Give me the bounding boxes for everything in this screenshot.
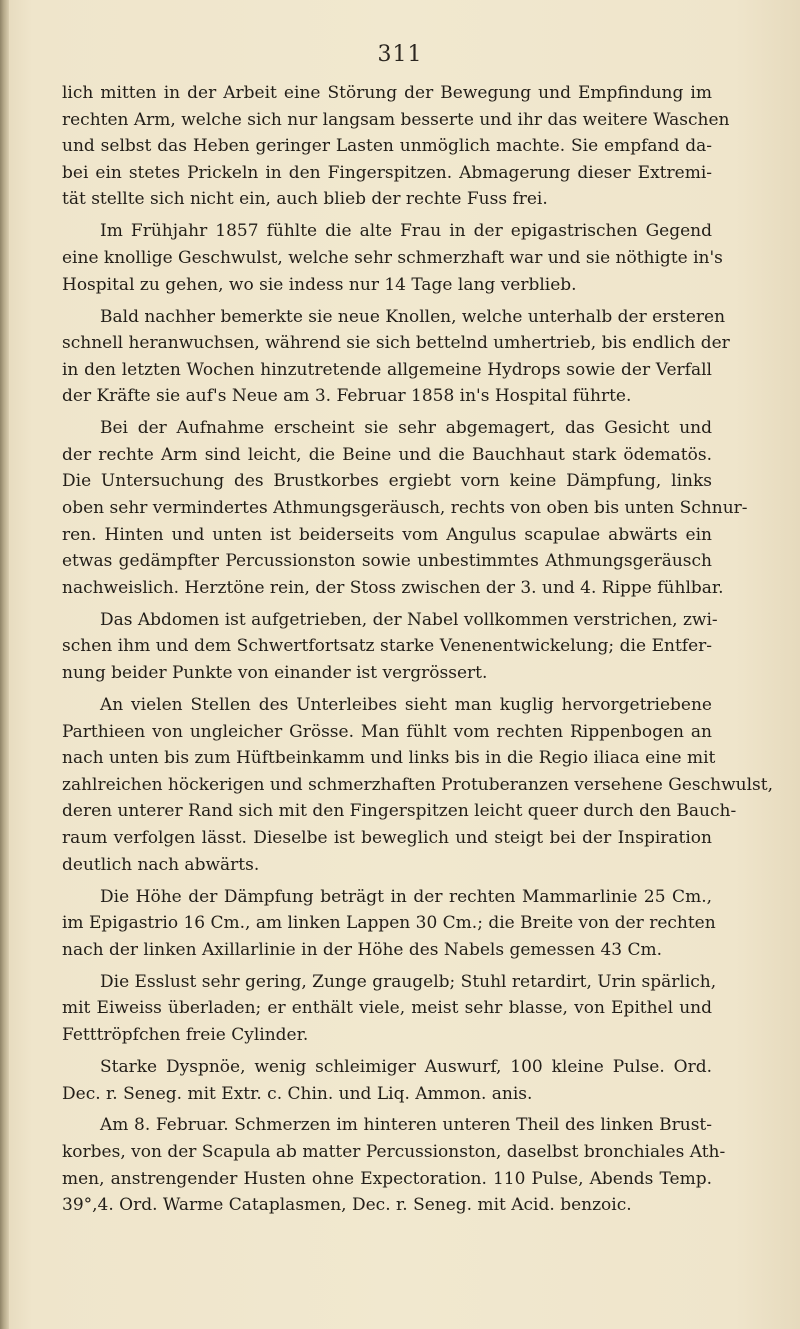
- text-line: der Kräfte sie auf's Neue am 3. Februar 1858 in's Hospital führte.: [62, 386, 632, 407]
- text-line: raum verfolgen lässt. Dieselbe ist beweglich und steigt bei der Inspiration: [62, 827, 712, 848]
- text-line: nachweislich. Herztöne rein, der Stoss zwischen der 3. und 4. Rippe fühlbar.: [62, 577, 724, 598]
- text-line: Hospital zu gehen, wo sie indess nur 14 Tage lang verblieb.: [62, 274, 577, 295]
- text-line: Bald nachher bemerkte sie neue Knollen, welche unterhalb der ersteren: [100, 306, 726, 327]
- text-line: An vielen Stellen des Unterleibes sieht man kuglig hervorgetriebene: [100, 695, 712, 716]
- text-line: 39°,4. Ord. Warme Cataplasmen, Dec. r. Seneg. mit Acid. benzoic.: [62, 1195, 632, 1216]
- paragraph: [62, 969, 717, 1049]
- text-line: etwas gedämpfter Percussionston sowie unbestimmtes Athmungsgeräusch: [62, 551, 712, 572]
- text-line: tät stellte sich nicht ein, auch blieb der rechte Fuss frei.: [62, 189, 548, 210]
- text-line: im Epigastrio 16 Cm., am linken Lappen 30 Cm.; die Breite von der rechten: [62, 913, 716, 934]
- text-line: Das Abdomen ist aufgetrieben, der Nabel vollkommen verstrichen, zwi-: [100, 609, 718, 630]
- page-number: 311: [377, 42, 423, 67]
- text-line: nach der linken Axillarlinie in der Höhe des Nabels gemessen 43 Cm.: [62, 939, 663, 960]
- text-line: Im Frühjahr 1857 fühlte die alte Frau in der epigastrischen Gegend: [100, 221, 712, 242]
- text-line: in den letzten Wochen hinzutretende allgemeine Hydrops sowie der Verfall: [62, 359, 712, 380]
- text-line: der rechte Arm sind leicht, die Beine und die Bauchhaut stark ödematös.: [62, 444, 712, 465]
- text-line: rechten Arm, welche sich nur langsam besserte und ihr das weitere Waschen: [62, 109, 730, 130]
- paragraph: [62, 1112, 726, 1218]
- paragraph: [62, 218, 723, 298]
- text-line: Die Untersuchung des Brustkorbes ergiebt vorn keine Dämpfung, links: [62, 471, 712, 492]
- paragraph: [62, 607, 718, 687]
- text-line: zahlreichen höckerigen und schmerzhaften Protuberanzen versehene Geschwulst,: [62, 774, 774, 795]
- text-line: schnell heranwuchsen, während sie sich bettelnd umhertrieb, bis endlich der: [62, 333, 730, 354]
- text-line: Bei der Aufnahme erscheint sie sehr abgemagert, das Gesicht und: [100, 418, 712, 439]
- text-line: korbes, von der Scapula ab matter Percussionston, daselbst bronchiales Ath-: [62, 1142, 726, 1163]
- text-line: mit Eiweiss überladen; er enthält viele, meist sehr blasse, von Epithel und: [62, 998, 712, 1019]
- paragraph: [62, 80, 730, 213]
- text-line: oben sehr vermindertes Athmungsgeräusch, rechts von oben bis unten Schnur-: [62, 498, 748, 519]
- page-gutter-shadow: [0, 0, 9, 1329]
- paragraph: [62, 884, 716, 964]
- text-line: lich mitten in der Arbeit eine Störung der Bewegung und Empfindung im: [62, 83, 712, 103]
- text-line: Starke Dyspnöe, wenig schleimiger Auswurf, 100 kleine Pulse. Ord.: [100, 1056, 712, 1077]
- text-line: Die Höhe der Dämpfung beträgt in der rechten Mammarlinie 25 Cm.,: [100, 886, 712, 907]
- text-line: Fetttröpfchen freie Cylinder.: [62, 1024, 309, 1045]
- paragraph: [62, 692, 774, 878]
- body-text: [62, 80, 774, 1219]
- text-line: nach unten bis zum Hüftbeinkamm und links bis in die Regio iliaca eine mit: [62, 748, 716, 769]
- text-line: Am 8. Februar. Schmerzen im hinteren unteren Theil des linken Brust-: [100, 1115, 712, 1136]
- text-line: Die Esslust sehr gering, Zunge graugelb; Stuhl retardirt, Urin spärlich,: [100, 971, 717, 992]
- paragraph: [62, 415, 748, 601]
- text-line: bei ein stetes Prickeln in den Fingerspitzen. Abmagerung dieser Extremi-: [62, 162, 712, 183]
- paragraph: [62, 1054, 712, 1107]
- text-line: ren. Hinten und unten ist beiderseits vom Angulus scapulae abwärts ein: [62, 524, 712, 545]
- text-line: deren unterer Rand sich mit den Fingerspitzen leicht queer durch den Bauch-: [62, 801, 737, 822]
- paragraph: [62, 304, 730, 410]
- text-line: Dec. r. Seneg. mit Extr. c. Chin. und Liq. Ammon. anis.: [62, 1083, 533, 1104]
- text-line: men, anstrengender Husten ohne Expectoration. 110 Pulse, Abends Temp.: [62, 1168, 712, 1189]
- text-line: eine knollige Geschwulst, welche sehr schmerzhaft war und sie nöthigte in's: [62, 247, 723, 268]
- text-line: Parthieen von ungleicher Grösse. Man fühlt vom rechten Rippenbogen an: [62, 721, 712, 742]
- text-line: schen ihm und dem Schwertfortsatz starke Venenentwickelung; die Entfer-: [62, 636, 712, 657]
- text-line: nung beider Punkte von einander ist vergrössert.: [62, 663, 488, 684]
- text-line: deutlich nach abwärts.: [62, 854, 260, 875]
- text-line: und selbst das Heben geringer Lasten unmöglich machte. Sie empfand da-: [62, 136, 712, 157]
